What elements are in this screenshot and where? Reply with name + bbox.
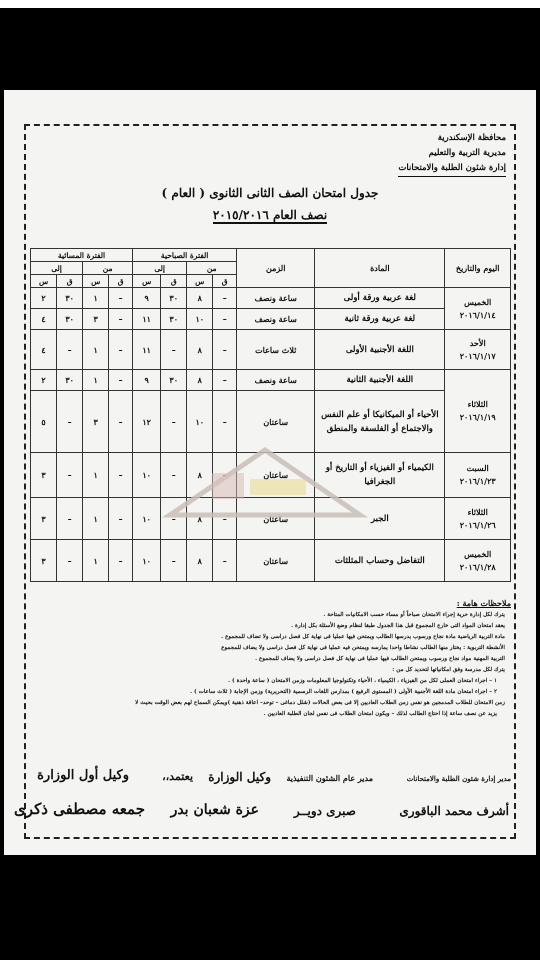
subject-cell: اللغة الأجنبية الثانية xyxy=(315,370,445,391)
header-morning-to: إلى xyxy=(133,262,187,275)
header-evening-from: من xyxy=(83,262,133,275)
issuer-governorate: محافظة الإسكندرية xyxy=(437,133,506,143)
cell: ١٠ xyxy=(133,498,161,540)
header-s: س xyxy=(133,275,161,288)
signatory-name: عزة شعبان بدر xyxy=(170,802,259,818)
cell: ٤ xyxy=(31,309,57,330)
header-s: س xyxy=(31,275,57,288)
header-morning: الفترة الصباحية xyxy=(133,249,237,262)
subject-cell: الأحياء أو الميكانيكا أو علم النفس والاجتماع أو الفلسفة والمنطق xyxy=(315,391,445,453)
signatory-name: أشرف محمد الباقورى xyxy=(399,804,509,818)
header-q: ق xyxy=(57,275,83,288)
day-cell: الثلاثاء ٢٠١٦/١/١٩ xyxy=(445,370,511,453)
cell: ١٢ xyxy=(133,391,161,453)
cell: – xyxy=(57,330,83,370)
time-cell: ساعتان xyxy=(237,498,315,540)
table-row xyxy=(31,330,511,370)
signature-titles xyxy=(30,768,511,788)
header-s: س xyxy=(187,275,213,288)
header-evening: الفترة المسائية xyxy=(31,249,133,262)
signature-title: وكيل أول الوزارة xyxy=(37,768,129,783)
header-evening-to: إلى xyxy=(31,262,83,275)
table-row xyxy=(31,288,511,309)
time-cell: ساعتان xyxy=(237,391,315,453)
cell: – xyxy=(109,498,133,540)
cell: – xyxy=(109,540,133,582)
cell: – xyxy=(213,309,237,330)
day-cell: الخميس ٢٠١٦/١/١٤ xyxy=(445,288,511,330)
cell: ١٠ xyxy=(133,453,161,498)
issuer-header xyxy=(346,131,506,177)
cell: ٢ xyxy=(31,370,57,391)
exam-schedule-table xyxy=(30,248,511,582)
cell: – xyxy=(213,288,237,309)
cell: – xyxy=(109,391,133,453)
cell: – xyxy=(213,391,237,453)
cell: ١٠ xyxy=(187,309,213,330)
signatory-name: صبرى دويــر xyxy=(293,804,356,818)
cell: – xyxy=(161,498,187,540)
cell: ٣ xyxy=(31,540,57,582)
header-time: الزمن xyxy=(237,249,315,288)
header-q: ق xyxy=(161,275,187,288)
subject-cell: التفاضل وحساب المثلثات xyxy=(315,540,445,582)
cell: ١١ xyxy=(133,330,161,370)
time-cell: ساعة ونصف xyxy=(237,370,315,391)
signature-title: مدير إدارة شئون الطلبة والامتحانات xyxy=(406,774,511,783)
cell: ٩ xyxy=(133,370,161,391)
cell: ٨ xyxy=(187,370,213,391)
cell: ١١ xyxy=(133,309,161,330)
cell: – xyxy=(109,288,133,309)
signature-title: وكيل الوزارة xyxy=(208,770,271,784)
table-row xyxy=(31,370,511,391)
cell: ١ xyxy=(83,370,109,391)
issuer-directorate: مديرية التربية والتعليم xyxy=(428,148,506,158)
cell: ٣ xyxy=(83,309,109,330)
time-cell: ساعة ونصف xyxy=(237,309,315,330)
cell: ٨ xyxy=(187,453,213,498)
day-cell: الخميس ٢٠١٦/١/٢٨ xyxy=(445,540,511,582)
day-cell: السبت ٢٠١٦/١/٢٣ xyxy=(445,453,511,498)
cell: – xyxy=(57,391,83,453)
cell: ٣٠ xyxy=(161,288,187,309)
cell: – xyxy=(161,540,187,582)
cell: ١ xyxy=(83,540,109,582)
note-item-continued: يزيد عن نصف ساعة إذا احتاج الطالب لذلك – ويكون امتحان الطلاب فى نفس لجان الطلبة العاديين . xyxy=(263,711,497,717)
document-title xyxy=(120,186,420,224)
cell: ١٠ xyxy=(187,391,213,453)
cell: – xyxy=(213,330,237,370)
cell: – xyxy=(213,540,237,582)
cell: – xyxy=(57,453,83,498)
cell: – xyxy=(109,453,133,498)
time-cell: ساعتان xyxy=(237,453,315,498)
header-s: س xyxy=(83,275,109,288)
cell: ٨ xyxy=(187,540,213,582)
cell: ٣٠ xyxy=(57,288,83,309)
signature-title: مدير عام الشئون التنفيذية xyxy=(286,773,373,783)
subject-cell: اللغة الأجنبية الأولى xyxy=(315,330,445,370)
cell: ٣٠ xyxy=(57,309,83,330)
cell: ٣ xyxy=(31,453,57,498)
cell: ٩ xyxy=(133,288,161,309)
header-q: ق xyxy=(109,275,133,288)
signatory-name: جمعه مصطفى ذكرى xyxy=(14,800,145,818)
cell: ١ xyxy=(83,453,109,498)
table-row xyxy=(31,391,511,453)
cell: ١ xyxy=(83,330,109,370)
note-subitem: ٢ – اجراء امتحان مادة اللغة الأجنبية الأولى ( المستوى الرفيع ) بمدارس اللغات الرسمية (التحريرية) وزمن الإجابة ( ثلاث ساعات ) . xyxy=(190,689,497,695)
cell: ٣ xyxy=(83,391,109,453)
title-main: جدول امتحان الصف الثانى الثانوى ( العام ) xyxy=(161,186,379,200)
note-item: الأنشطة التربوية : يختار منها الطالب نشاطا واحدا يمارسه ويمتحن فيه عمليا فى نهاية كل فصل دراسى ولا يضاف للمجموع xyxy=(221,645,505,651)
subject-cell: الكيمياء أو الفيزياء أو التاريخ أو الجغرافيا xyxy=(315,453,445,498)
watermark-logo-icon xyxy=(150,445,380,525)
cell: ٣٠ xyxy=(161,370,187,391)
cell: ٨ xyxy=(187,288,213,309)
cell: – xyxy=(57,540,83,582)
header-subject: المادة xyxy=(315,249,445,288)
cell: ٤ xyxy=(31,330,57,370)
table-row xyxy=(31,309,511,330)
note-item: مادة التربية الرياضية مادة نجاح ورسوب يدرسها الطالب ويمتحن فيها عمليا فى نهاية كل فصل دراسى ولا تضاف للمجموع . xyxy=(221,634,505,640)
day-cell: الثلاثاء ٢٠١٦/١/٢٦ xyxy=(445,498,511,540)
header-morning-from: من xyxy=(187,262,237,275)
time-cell: ساعتان xyxy=(237,540,315,582)
cell: – xyxy=(109,309,133,330)
cell: – xyxy=(161,391,187,453)
cell: – xyxy=(57,498,83,540)
cell: ١ xyxy=(83,498,109,540)
note-subitem: ١ – اجراء امتحان العملى لكل من الفيزياء ، الكيمياء ، الأحياء وتكنولوجيا المعلومات وزمن الامتحان ( ساعة واحدة ) . xyxy=(228,678,497,684)
cell: ٨ xyxy=(187,330,213,370)
cell: ٥ xyxy=(31,391,57,453)
cell: – xyxy=(161,330,187,370)
cell: ٣٠ xyxy=(57,370,83,391)
title-sub: نصف العام ٢٠١٥/٢٠١٦ xyxy=(212,208,328,222)
cell: ٣٠ xyxy=(161,309,187,330)
signature-title: يعتمد،، xyxy=(162,770,193,783)
cell: ٣ xyxy=(31,498,57,540)
signature-names xyxy=(14,800,511,824)
cell: – xyxy=(161,453,187,498)
time-cell: ساعة ونصف xyxy=(237,288,315,309)
cell: – xyxy=(109,330,133,370)
day-cell: الأحد ٢٠١٦/١/١٧ xyxy=(445,330,511,370)
header-q: ق xyxy=(213,275,237,288)
note-item: يعقد امتحان المواد التى خارج المجموع قبل هذا الجدول طبقا لنظام وضع الأسئلة بكل إدارة . xyxy=(291,623,505,629)
cell: ١٠ xyxy=(133,540,161,582)
header-day-date: اليوم والتاريخ xyxy=(445,249,511,288)
note-item: زمن الامتحان للطلاب المدمجين هو نفس زمن الطلاب العاديين إلا فى بعض الحالات (شلل دماغى – توحد– اعاقة ذهنية )ويمكن السماح لهم بعض الوقت بحيث لا xyxy=(135,700,505,706)
note-item: يترك لكل مدرسة وفق امكانياتها لتحديد كل من : xyxy=(392,667,505,673)
notes-section xyxy=(30,598,511,720)
issuer-department: إدارة شئون الطلبة والامتحانات xyxy=(398,161,506,177)
cell: – xyxy=(109,370,133,391)
cell: ١ xyxy=(83,288,109,309)
status-bar-strip xyxy=(0,0,540,8)
cell: – xyxy=(213,370,237,391)
note-item: التربية المهنية مواد نجاح ورسوب ويمتحن الطالب فيها عمليا فى نهاية كل فصل دراسى ولا يضاف للمجموع . xyxy=(255,656,505,662)
cell: ٢ xyxy=(31,288,57,309)
table-row xyxy=(31,540,511,582)
notes-title: ملاحظات هامة : xyxy=(456,598,511,608)
subject-cell: لغة عربية ورقة ثانية xyxy=(315,309,445,330)
note-item: يترك لكل إدارة حرية إجراء الامتحان صباحاً أو مساء حسب الامكانيات المتاحة . xyxy=(323,612,505,618)
time-cell: ثلاث ساعات xyxy=(237,330,315,370)
subject-cell: لغة عربية ورقة أولى xyxy=(315,288,445,309)
cell: – xyxy=(213,498,237,540)
cell: ٨ xyxy=(187,498,213,540)
subject-cell: الجبر xyxy=(315,498,445,540)
